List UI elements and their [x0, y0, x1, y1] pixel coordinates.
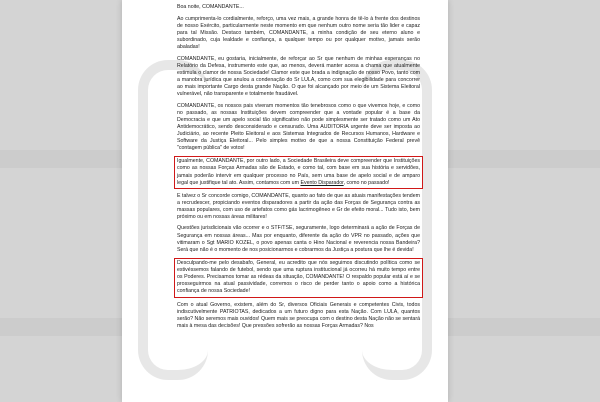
highlighted-paragraph-1 — [174, 156, 423, 188]
paragraph-2: COMANDANTE, eu gostaria, inicialmente, de reforçar ao Sr que nenhum de minhas esperanças no Relatório da Defesa, instrumento este que, ao menos, deverá manter acesa a chama que atualmente estimula o clamor de nossa Sociedade! Clamor este que brada a indignação de nosso Povo, tanto com a manobra jurídica que anulou a condenação do Sr LULA, como com sua elegibilidade para concorrer ao mais importante Cargo desta grande Nação. O que foi alcançado por meio de um Sistema Eleitoral vulnerável, não transparente e totalmente fraudável. — [177, 55, 420, 98]
paragraph-4-text-after: , como no passado! — [343, 179, 390, 186]
highlighted-paragraph-2: Desculpando-me pelo desabafo, General, eu acredito que nós seguimos discutindo política como se estivéssemos falando de futebol, sendo que uma ruptura institucional já ocorreu há muito tempo entre os Poderes. Precisamos tomar as rédeas da situação, COMANDANTE! O respaldo popular está aí e se prosseguirmos na atual passividade, corremos o risco de perder tanto o apoio como a histórica confiança de nossa Sociedade! — [174, 258, 423, 297]
greeting: Boa noite, COMANDANTE... — [177, 4, 244, 10]
paragraph-1: Ao cumprimenta-lo cordialmente, reforço, uma vez mais, a grande honra de tê-lo à frente dos destinos de nosso Exército, particularmente neste momento em que nenhum outro nome seria tão lider e capaz para tal Missão. Destaco também, COMANDANTE, a minha condição de seu eterno aluno e subordinado, cuja lealdade e confiança, a qualquer tempo ou por qualquer motivo, jamais serão abaladas! — [177, 16, 420, 51]
paragraph-8: Com o atual Governo, existem, além do Sr, diversos Oficiais Generais e competentes Civis, todos indiscutivelmente PATRIOTAS, dedicados a um futuro digno para esta Nação. Com LULA, quantos serão? Não seremos mais ouvidos! Quem mais se preocupa com o destino desta Nação não se sentará mais à mesa das decisões! Que pressões sofrerão as nossas Forças Armadas? Nos — [177, 301, 420, 329]
evento-disparador-link[interactable]: Evento Disparador — [300, 179, 344, 186]
document-text — [177, 0, 420, 334]
paragraph-5: E talvez o Sr concorde comigo, COMANDANTE, quanto ao fato de que as atuais manifestações tendem a recrudescer, propiciando eventos disparadores a partir da ação das Forças de Segurança contra as massas populares, com uso de artefatos como gás lacrimogêneo e Gr de efeito moral... Tudo isto, bem próximo ou em nossas áreas militares! — [177, 192, 420, 221]
paragraph-4-text-before: Igualmente, COMANDANTE, por outro lado, a Sociedade Brasileira deve compreender que Instituições como as nossas Forças Armadas são de Estado, e como tal, com base em sua história e servidões, jamais poderão intervir em qualquer processo no País, sem uma base de apelo social e de amparo legal que justifique tal ato. Assim, contamos com um — [177, 158, 420, 186]
paragraph-6: Questões jurisdicionais vão ocorrer e o STF/TSE, seguramente, logo determinará a ação de Forças de Segurança em nossas áreas... Mas por enquanto, diferente da ação do VPR no passado, ações que vitimaram o Sgt MARIO KOZEL, o povo apenas canta o Hino Nacional e reverencia nossa Bandeira? Será que não é o momento de nos posicionarmos e cobrarmos da Justiça a postura que lhe é devida! — [177, 225, 420, 253]
paragraph-3: COMANDANTE, os nossos pais viveram momentos tão tenebrosos como o que vivemos hoje, e como no passado, as nossas Instituições devem compreender que a vontade popular é a base da Democracia e que um apelo social tão significativo não pode simplesmente ser tratado como um Ato Antidemocrático, sendo desconsiderado e censurado. Uma AUDITORIA urgente deve ser imposta ao Judiciário, ao recente Pleito Eleitoral e aos Sistemas Integrados de Recursos Humanos, Hardware e Software da Justiça Eleitoral... Pelo simples motivo de que a nossa Constituição Federal prevê "contagem pública" de votos! — [177, 102, 420, 152]
